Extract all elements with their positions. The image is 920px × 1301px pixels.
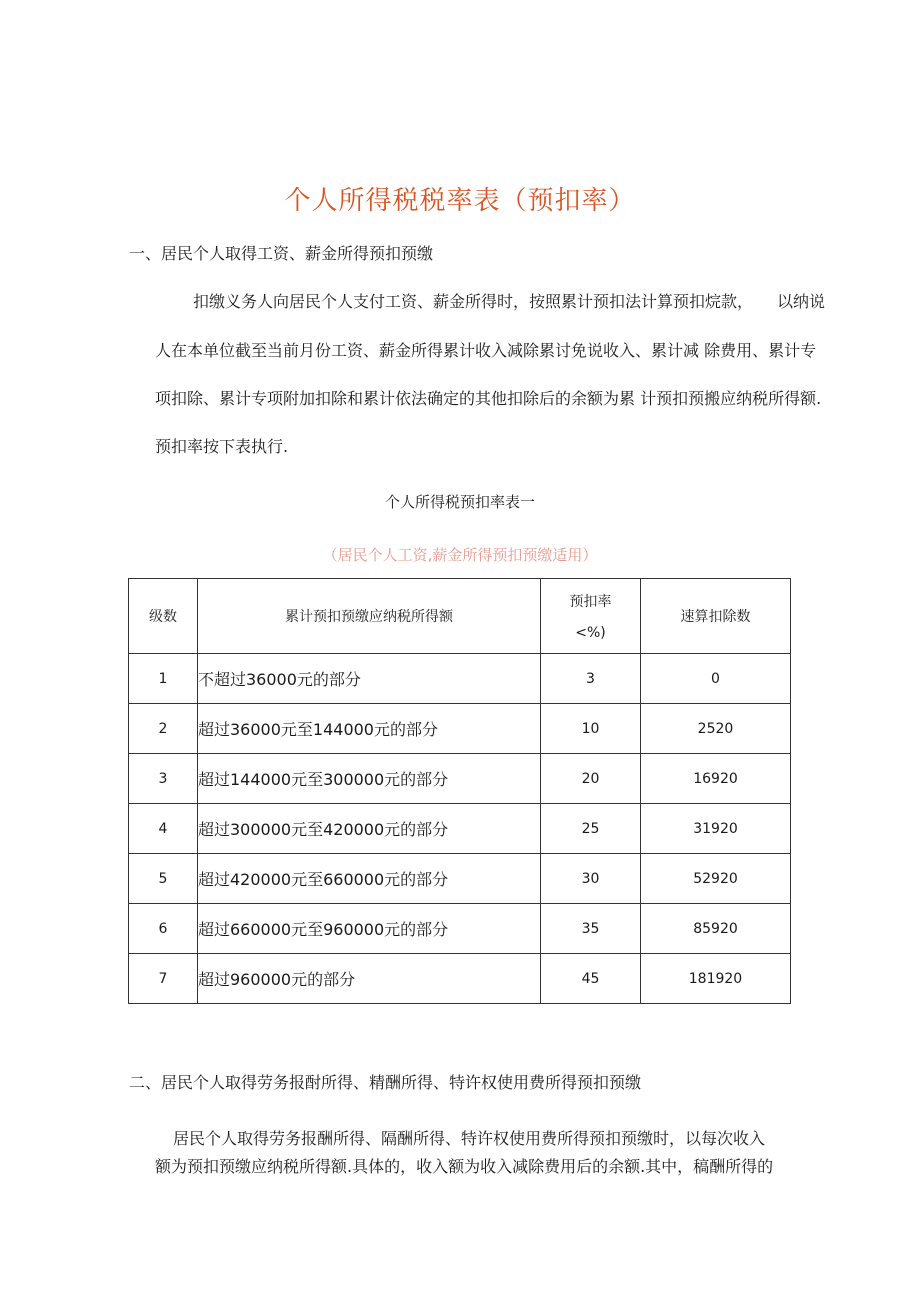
header-rate-label: 预扣率 <box>569 594 612 610</box>
row-quick-deduction: 52920 <box>641 854 791 904</box>
row-level: 6 <box>129 904 198 954</box>
row-level: 5 <box>129 854 198 904</box>
section1-line-3: 项扣除、累计专项附加扣除和累计依法确定的其他扣除后的余额为累 计预扣预搬应纳税所得额. <box>155 389 822 408</box>
table-row <box>129 704 791 754</box>
table-row <box>129 954 791 1004</box>
header-range: 累计预扣预缴应纳税所得额 <box>198 579 541 654</box>
row-range: 超过660000元至960000元的部分 <box>198 904 541 954</box>
row-level: 1 <box>129 654 198 704</box>
table-header-row <box>129 579 791 654</box>
row-level: 3 <box>129 754 198 804</box>
row-quick-deduction: 16920 <box>641 754 791 804</box>
row-rate: 25 <box>541 804 641 854</box>
row-range: 不超过36000元的部分 <box>198 654 541 704</box>
row-rate: 20 <box>541 754 641 804</box>
section2-line-1: 居民个人取得劳务报酬所得、隔酬所得、特许权使用费所得预扣预缴时，以每次收入 <box>173 1129 766 1148</box>
table-row <box>129 754 791 804</box>
row-quick-deduction: 31920 <box>641 804 791 854</box>
header-level: 级数 <box>129 579 198 654</box>
row-rate: 3 <box>541 654 641 704</box>
table-title: 个人所得税预扣率表一 <box>384 493 535 511</box>
section1-line-1: 扣缴义务人向居民个人支付工资、薪金所得时，按照累计预扣法计算预扣烷款， 以纳说 <box>193 292 826 311</box>
row-range: 超过960000元的部分 <box>198 954 541 1004</box>
row-rate: 35 <box>541 904 641 954</box>
header-rate <box>541 579 641 654</box>
row-rate: 30 <box>541 854 641 904</box>
table-row <box>129 854 791 904</box>
section2-line-2: 额为预扣预缴应纳税所得额.具体的，收入额为收入减除费用后的余额.其中，稿酬所得的 <box>155 1157 774 1176</box>
row-quick-deduction: 181920 <box>641 954 791 1004</box>
row-quick-deduction: 85920 <box>641 904 791 954</box>
header-rate-unit: <%) <box>575 625 606 641</box>
section1-line-2: 人在本单位截至当前月份工资、薪金所得累计收入减除累讨免说收入、累计减 除费用、累计专 <box>155 341 817 360</box>
row-level: 7 <box>129 954 198 1004</box>
row-quick-deduction: 2520 <box>641 704 791 754</box>
row-range: 超过144000元至300000元的部分 <box>198 754 541 804</box>
header-quick-deduction: 速算扣除数 <box>641 579 791 654</box>
row-range: 超过300000元至420000元的部分 <box>198 804 541 854</box>
row-level: 4 <box>129 804 198 854</box>
tax-rate-table <box>128 578 791 1004</box>
page-title: 个人所得税税率表（预扣率） <box>284 186 636 216</box>
section1-heading: 一、居民个人取得工资、薪金所得预扣预缴 <box>129 244 434 263</box>
row-range: 超过36000元至144000元的部分 <box>198 704 541 754</box>
row-rate: 10 <box>541 704 641 754</box>
table-row <box>129 804 791 854</box>
row-range: 超过420000元至660000元的部分 <box>198 854 541 904</box>
section1-line-4: 预扣率按下表执行. <box>155 437 289 456</box>
table-row <box>129 904 791 954</box>
section2-heading: 二、居民个人取得劳务报酎所得、精酬所得、特许权使用费所得预扣预缴 <box>129 1073 642 1092</box>
table-row <box>129 654 791 704</box>
row-level: 2 <box>129 704 198 754</box>
table-subtitle: （居民个人工资,薪金所得预扣预缴适用） <box>322 546 598 564</box>
row-quick-deduction: 0 <box>641 654 791 704</box>
row-rate: 45 <box>541 954 641 1004</box>
